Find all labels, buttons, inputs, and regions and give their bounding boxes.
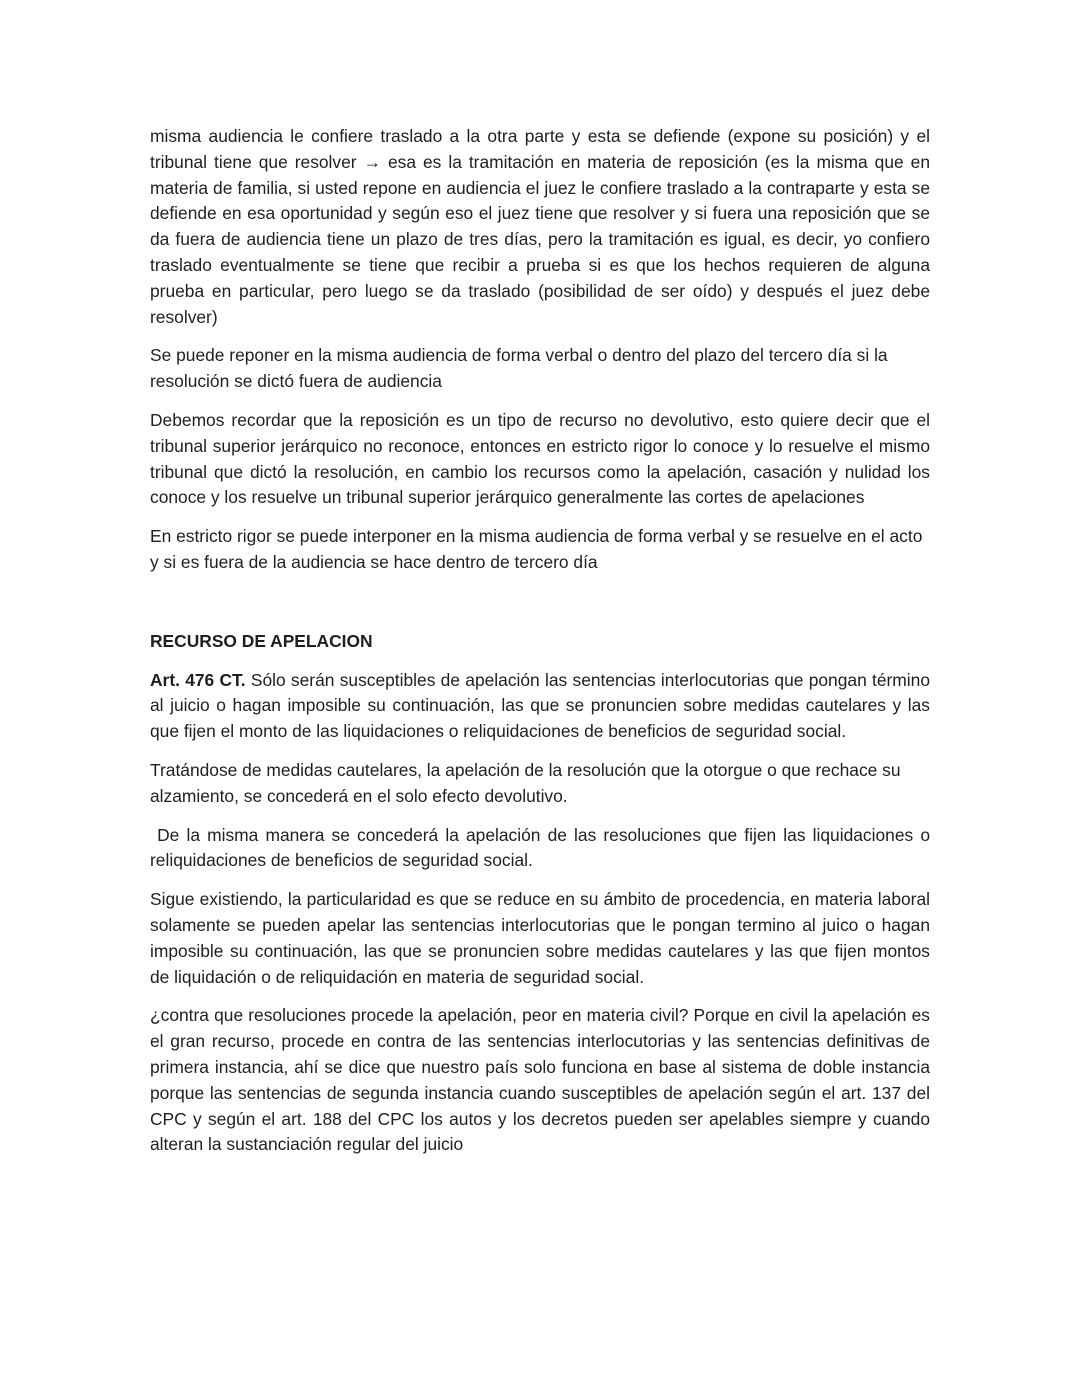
- paragraph-recurso-no-devolutivo: Debemos recordar que la reposición es un tipo de recurso no devolutivo, esto quiere decir que el tribunal superior jerárquico no reconoce, entonces en estricto rigor lo conoce y lo resuelve el mismo tribunal que dictó la resolución, en cambio los recursos como la apelación, casación y nulidad los conoce y los resuelve un tribunal superior jerárquico generalmente las cortes de apelaciones: [150, 409, 930, 508]
- paragraph-reponer-audiencia: Se puede reponer en la misma audiencia de forma verbal o dentro del plazo del tercero día si la resolución se dictó fuera de audiencia: [150, 345, 888, 392]
- paragraph-estricto-rigor: En estricto rigor se puede interponer en la misma audiencia de forma verbal y se resuelve en el acto y si es fuera de la audiencia se hace dentro de tercero día: [150, 526, 923, 572]
- paragraph-ambito-procedencia: Sigue existiendo, la particularidad es que se reduce en su ámbito de procedencia, en materia laboral solamente se pueden apelar las sentencias interlocutorias que le pongan termino al juico o hagan imposible su continuación, las que se pronuncien sobre medidas cautelares y las que fijen montos de liquidación o de reliquidación en materia de seguridad social.: [150, 889, 930, 987]
- article-label: Art. 476 CT.: [150, 669, 246, 690]
- paragraph-medidas-cautelares: Tratándose de medidas cautelares, la apelación de la resolución que la otorgue o que rechace su alzamiento, se concederá en el solo efecto devolutivo.: [150, 759, 901, 806]
- paragraph-article-476: [150, 668, 930, 745]
- section-heading-recurso-apelacion: RECURSO DE APELACION: [150, 630, 373, 651]
- paragraph-liquidaciones: De la misma manera se concederá la apelación de las resoluciones que fijen las liquidaciones o reliquidaciones de beneficios de seguridad social.: [150, 824, 935, 871]
- article-text: Sólo serán susceptibles de apelación las sentencias interlocutorias que pongan término al juicio o hagan imposible su continuación, las que se pronuncien sobre medidas cautelares y las que fijen el monto de las liquidaciones o reliquidaciones de beneficios de seguridad social.: [150, 669, 930, 742]
- document-page: [150, 124, 935, 1171]
- paragraph-materia-civil: ¿contra que resoluciones procede la apelación, peor en materia civil? Porque en civil la apelación es el gran recurso, procede en contra de las sentencias interlocutorias y las sentencias definitivas de primera instancia, ahí se dice que nuestro país solo funciona en base al sistema de doble instancia porque las sentencias de segunda instancia cuando susceptibles de apelación según el art. 137 del CPC y según el art. 188 del CPC los autos y los decretos pueden ser apelables siempre y cuando alteran la sustanciación regular del juicio: [150, 1005, 930, 1155]
- paragraph-reposicion-tramitacion: misma audiencia le confiere traslado a la otra parte y esta se defiende (expone su posición) y el tribunal tiene que resolver → esa es la tramitación en materia de reposición (es la misma que en materia de familia, si usted repone en audiencia el juez le confiere traslado a la contraparte y esta se defiende en esa oportunidad y según eso el juez tiene que resolver y si fuera una reposición que se da fuera de audiencia tiene un plazo de tres días, pero la tramitación es igual, es decir, yo confiero traslado eventualmente se tiene que recibir a prueba si es que los hechos requieren de alguna prueba en particular, pero luego se da traslado (posibilidad de ser oído) y después el juez debe resolver): [150, 126, 930, 327]
